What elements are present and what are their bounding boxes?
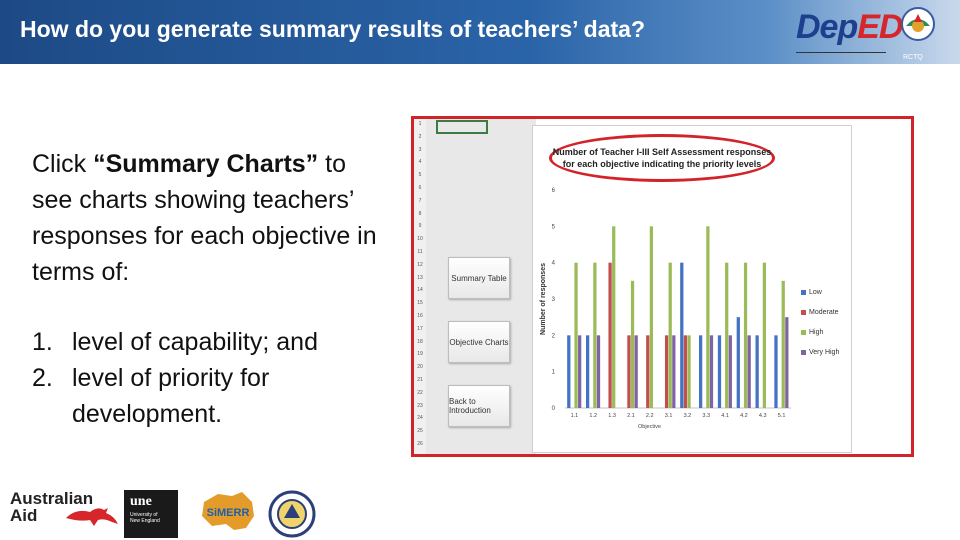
x-tick-label: 1.1 [570, 413, 579, 419]
legend-label: Moderate [809, 308, 839, 316]
bar [763, 263, 766, 408]
bar [756, 335, 759, 408]
bar [782, 281, 785, 408]
bar [737, 317, 740, 408]
row-number: 2 [418, 133, 422, 140]
deped-logo: DepED [796, 8, 896, 58]
y-tick-label: 4 [551, 260, 555, 267]
row-number: 6 [418, 185, 422, 191]
x-tick-label: 4.1 [721, 413, 729, 419]
legend-swatch [801, 310, 806, 315]
row-number: 24 [417, 415, 423, 422]
svg-text:SiMERR: SiMERR [206, 507, 250, 519]
bar [574, 263, 577, 408]
university-seal-icon [268, 490, 316, 538]
summary-charts-emphasis: “Summary Charts” [93, 150, 319, 178]
y-tick-label: 0 [551, 406, 555, 412]
partner-logos [10, 486, 330, 536]
x-tick-label: 1.2 [589, 413, 598, 419]
legend-swatch [801, 350, 806, 355]
objective-charts-button[interactable]: Objective Charts [448, 321, 510, 363]
bar [725, 263, 728, 408]
row-number: 20 [417, 364, 423, 371]
row-number: 19 [417, 351, 423, 358]
y-axis-label: Number of responses [540, 263, 547, 335]
row-number: 7 [418, 197, 422, 204]
chart-legend [801, 282, 839, 362]
simerr-logo [198, 488, 258, 534]
list-item: 2. level of priority for development. [32, 364, 270, 428]
bar [706, 226, 709, 408]
x-tick-label: 4.3 [758, 413, 767, 419]
row-number: 25 [417, 428, 423, 435]
row-number: 10 [417, 236, 423, 243]
bar [593, 263, 596, 408]
slide-title: How do you generate summary results of teachers’ data? [20, 16, 646, 42]
row-number: 8 [418, 210, 422, 217]
row-number: 4 [418, 159, 422, 166]
bar [687, 335, 690, 408]
bar [672, 335, 675, 408]
y-tick-label: 6 [551, 188, 555, 194]
x-tick-label: 2.1 [627, 413, 635, 419]
une-logo: une University of New England [124, 490, 178, 538]
y-tick-label: 2 [551, 333, 555, 340]
bar [627, 335, 630, 408]
legend-label: High [809, 328, 824, 336]
instruction-text: Click “Summary Charts” to see charts showing teachers’ responses for each objective in terms of: [32, 150, 377, 286]
bar [680, 263, 683, 408]
row-number: 1 [418, 121, 422, 127]
bar [612, 226, 615, 408]
row-number: 5 [418, 172, 422, 179]
rctq-label: RCTQ [903, 54, 923, 61]
legend-label: Low [809, 288, 822, 296]
x-tick-label: 1.3 [608, 413, 616, 419]
legend-item [801, 282, 839, 302]
bar [684, 335, 687, 408]
row-number: 12 [417, 261, 423, 268]
bar [578, 335, 581, 408]
row-number: 22 [417, 389, 423, 396]
x-tick-label: 3.2 [683, 413, 692, 419]
x-tick-label: 2.2 [645, 413, 654, 419]
bar [646, 335, 649, 408]
back-to-introduction-button[interactable]: Back to Introduction [448, 385, 510, 427]
bar [650, 226, 653, 408]
list-item: 1. level of capability; and [32, 328, 318, 356]
bar [710, 335, 713, 408]
row-number: 11 [417, 249, 423, 255]
bar [631, 281, 634, 408]
bar [635, 335, 638, 408]
bar [669, 263, 672, 408]
australian-aid-logo: Australian Aid [10, 489, 94, 525]
x-tick-label: 3.3 [702, 413, 711, 419]
bar [785, 317, 788, 408]
legend-swatch [801, 290, 806, 295]
bar [699, 335, 702, 408]
bar [608, 263, 611, 408]
row-number: 18 [417, 338, 423, 345]
legend-swatch [801, 330, 806, 335]
summary-table-button[interactable]: Summary Table [448, 257, 510, 299]
rctq-seal-icon [900, 6, 936, 42]
x-tick-label: 3.1 [664, 413, 673, 419]
title-bar [0, 0, 960, 64]
x-tick-label: 4.2 [740, 413, 748, 419]
bar [729, 335, 732, 408]
summary-chart [532, 125, 852, 453]
excel-screenshot [411, 116, 914, 457]
sheet-area [426, 119, 536, 454]
row-number: 15 [417, 300, 423, 307]
legend-label: Very High [809, 348, 840, 356]
bar [718, 335, 721, 408]
row-number: 21 [417, 377, 423, 383]
y-tick-label: 3 [551, 297, 555, 303]
legend-item [801, 322, 839, 342]
bar [665, 335, 668, 408]
legend-item [801, 302, 839, 322]
row-number: 26 [417, 441, 423, 447]
bar [774, 335, 777, 408]
chart-title: Number of Teacher I-III Self Assessment responses for each objective indicating the priority levels [552, 147, 772, 169]
bar [567, 335, 570, 408]
legend-item [801, 342, 839, 362]
x-tick-label: 5.1 [777, 413, 786, 419]
bar [597, 335, 600, 408]
y-tick-label: 1 [551, 369, 555, 376]
bar [744, 263, 747, 408]
aspects-list [32, 324, 392, 432]
x-axis-label: Objective [638, 424, 661, 430]
row-number: 9 [418, 223, 422, 230]
row-number: 14 [417, 287, 423, 294]
row-number: 23 [417, 402, 423, 409]
row-number: 3 [418, 146, 422, 153]
row-number: 17 [417, 325, 423, 332]
y-tick-label: 5 [551, 224, 555, 231]
row-number: 16 [417, 313, 423, 319]
kangaroo-icon [64, 504, 120, 526]
bar [748, 335, 751, 408]
selected-cell[interactable] [436, 120, 488, 134]
bar [586, 335, 589, 408]
row-number: 13 [417, 274, 423, 281]
